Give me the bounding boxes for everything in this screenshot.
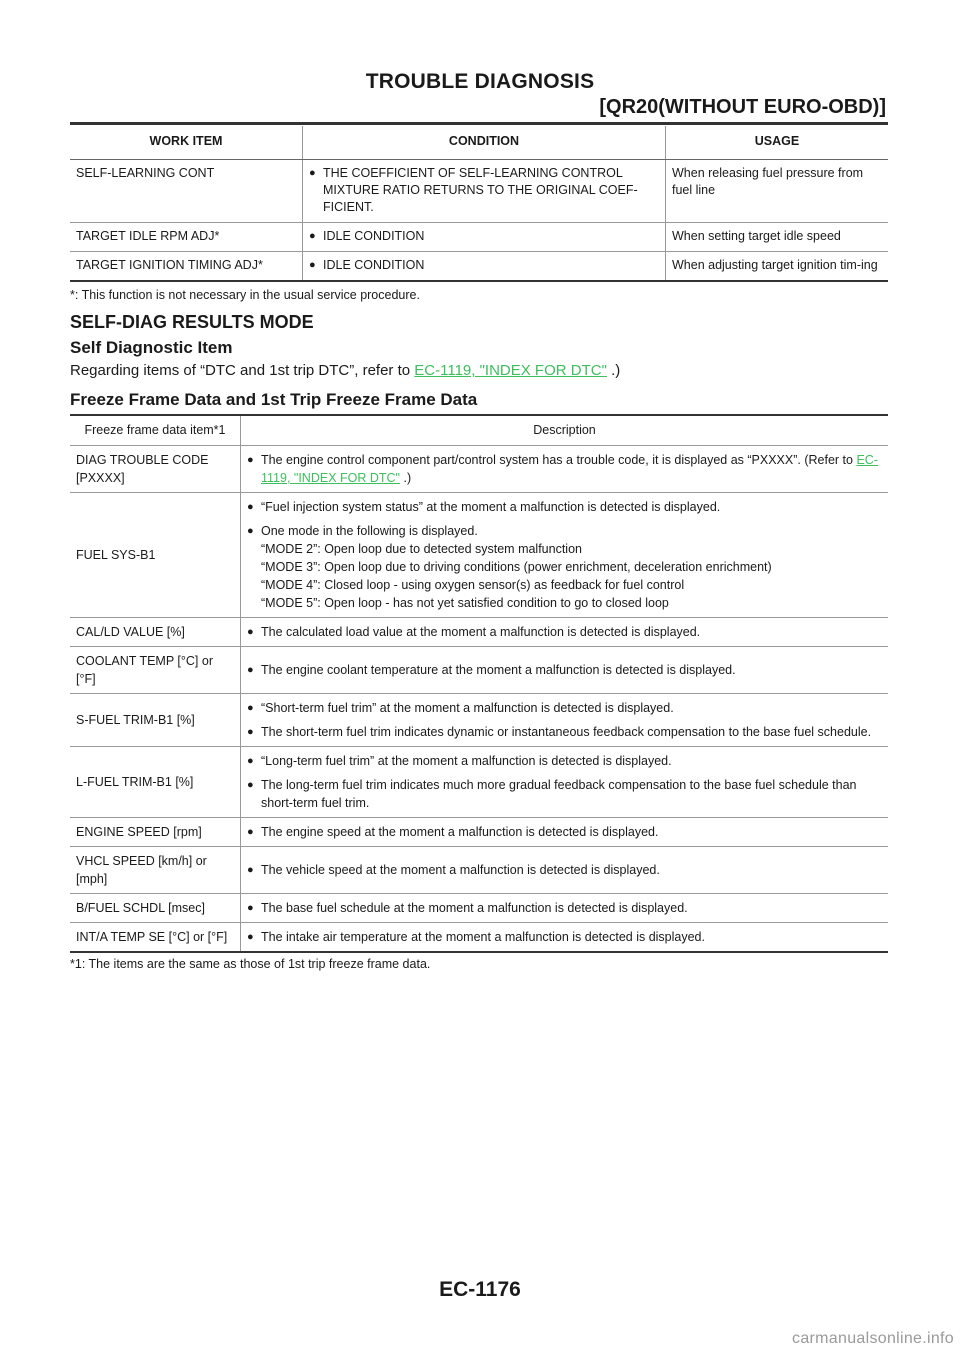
- table-row: [70, 160, 888, 223]
- usage-cell: When adjusting target ignition tim-ing: [666, 252, 889, 282]
- bullet-text: The short-term fuel trim indicates dynamic or instantaneous feedback compensation to the base fuel schedule.: [261, 725, 872, 739]
- bullet-item: [247, 776, 882, 812]
- condition-cell: [303, 160, 666, 223]
- table-row: [70, 694, 888, 747]
- bullet-text: The intake air temperature at the moment a malfunction is detected is displayed.: [261, 930, 705, 944]
- subheading-freeze-frame: Freeze Frame Data and 1st Trip Freeze Frame Data: [70, 390, 478, 409]
- bullet-item: [247, 752, 882, 770]
- freeze-frame-rows: [70, 446, 888, 953]
- page-subtitle: [QR20(WITHOUT EURO-OBD)]: [599, 96, 886, 118]
- work-item-cell: TARGET IGNITION TIMING ADJ*: [70, 252, 303, 282]
- table-row: [70, 493, 888, 618]
- table-row: [70, 747, 888, 818]
- column-header-work-item: WORK ITEM: [70, 126, 303, 160]
- page-number: EC-1176: [439, 1278, 521, 1301]
- freeze-frame-item-cell: INT/A TEMP SE [°C] or [°F]: [70, 923, 241, 953]
- usage-cell: When setting target idle speed: [666, 223, 889, 252]
- description-cell: [241, 618, 889, 647]
- xref-link-index-for-dtc[interactable]: EC-1119, "INDEX FOR DTC": [261, 453, 878, 485]
- self-diag-paragraph: [70, 362, 620, 379]
- bullet-text: The base fuel schedule at the moment a malfunction is detected is displayed.: [261, 901, 688, 915]
- work-table-header-row: [70, 126, 888, 160]
- description-cell: [241, 923, 889, 953]
- work-item-cell: TARGET IDLE RPM ADJ*: [70, 223, 303, 252]
- paragraph-suffix: .): [606, 362, 621, 379]
- bullet-item: [247, 899, 882, 917]
- table-row: [70, 618, 888, 647]
- table-row: [70, 252, 888, 282]
- description-cell: [241, 647, 889, 694]
- paragraph-text: Regarding items of “DTC and 1st trip DTC”, refer to: [70, 362, 415, 379]
- watermark: carmanualsonline.info: [792, 1330, 954, 1347]
- description-cell: [241, 446, 889, 493]
- bullet-item: [247, 861, 882, 879]
- page-title: TROUBLE DIAGNOSIS: [365, 70, 595, 93]
- bullet-item: [247, 723, 882, 741]
- freeze-frame-item-cell: DIAG TROUBLE CODE [PXXXX]: [70, 446, 241, 493]
- freeze-frame-table: [70, 416, 888, 953]
- link-suffix: .): [400, 471, 412, 485]
- bullet-item: [247, 823, 882, 841]
- freeze-frame-item-cell: FUEL SYS-B1: [70, 493, 241, 618]
- condition-cell: [303, 252, 666, 282]
- column-header-freeze-frame-item: Freeze frame data item*1: [70, 416, 241, 446]
- column-header-description: Description: [241, 416, 889, 446]
- bullet-text: “Fuel injection system status” at the moment a malfunction is detected is displayed.: [261, 500, 721, 514]
- title-rule: [70, 122, 888, 125]
- bullet-item: [247, 699, 882, 717]
- description-cell: [241, 493, 889, 618]
- table-row: [70, 647, 888, 694]
- freeze-frame-item-cell: L-FUEL TRIM-B1 [%]: [70, 747, 241, 818]
- xref-link-index-for-dtc[interactable]: EC-1119, "INDEX FOR DTC": [414, 362, 607, 379]
- bullet-text: The engine speed at the moment a malfunction is detected is displayed.: [261, 825, 659, 839]
- bullet-item: [247, 661, 882, 679]
- work-table-footnote: *: This function is not necessary in the usual service procedure.: [70, 288, 420, 302]
- bullet-text: The long-term fuel trim indicates much more gradual feedback compensation to the base fuel schedule than short-term fuel trim.: [261, 778, 857, 810]
- bullet-item: [247, 522, 882, 612]
- column-header-condition: CONDITION: [303, 126, 666, 160]
- description-cell: [241, 847, 889, 894]
- bullet-text: The engine coolant temperature at the moment a malfunction is detected is displayed.: [261, 663, 736, 677]
- bullet-text: The vehicle speed at the moment a malfunction is detected is displayed.: [261, 863, 660, 877]
- table-row: [70, 223, 888, 252]
- bullet-item: [247, 498, 882, 516]
- condition-cell: [303, 223, 666, 252]
- freeze-frame-item-cell: COOLANT TEMP [°C] or [°F]: [70, 647, 241, 694]
- bullet-text: The calculated load value at the moment a malfunction is detected is displayed.: [261, 625, 701, 639]
- description-cell: [241, 747, 889, 818]
- description-cell: [241, 894, 889, 923]
- description-cell: [241, 818, 889, 847]
- ff-table-header-row: [70, 416, 888, 446]
- description-cell: [241, 694, 889, 747]
- table-row: [70, 446, 888, 493]
- bullet-item: [247, 451, 882, 487]
- bullet-text: “Long-term fuel trim” at the moment a malfunction is detected is displayed.: [261, 754, 672, 768]
- bullet-text: “Short-term fuel trim” at the moment a malfunction is detected is displayed.: [261, 701, 674, 715]
- bullet-text: The engine control component part/control system has a trouble code, it is displayed as “PXXXX”. (Refer to: [261, 453, 857, 467]
- table-row: [70, 923, 888, 953]
- bullet-item: [247, 623, 882, 641]
- table-row: [70, 894, 888, 923]
- freeze-frame-item-cell: S-FUEL TRIM-B1 [%]: [70, 694, 241, 747]
- bullet-text: ● THE COEFFICIENT OF SELF-LEARNING CONTROL MIXTURE RATIO RETURNS TO THE ORIGINAL COEF-FICIENT.: [309, 165, 659, 216]
- subheading-self-diagnostic-item: Self Diagnostic Item: [70, 338, 233, 357]
- bullet-text: ● IDLE CONDITION: [309, 257, 659, 274]
- freeze-frame-item-cell: ENGINE SPEED [rpm]: [70, 818, 241, 847]
- bullet-text: ● IDLE CONDITION: [309, 228, 659, 245]
- column-header-usage: USAGE: [666, 126, 889, 160]
- table-row: [70, 847, 888, 894]
- table-row: [70, 818, 888, 847]
- work-item-table: [70, 126, 888, 282]
- section-heading-self-diag: SELF-DIAG RESULTS MODE: [70, 312, 314, 332]
- freeze-frame-item-cell: CAL/LD VALUE [%]: [70, 618, 241, 647]
- bullet-text: One mode in the following is displayed. “MODE 2”: Open loop due to detected system malfunction “MODE 3”: Open loop due to driving conditions (power enrichment, deceleration enrichment) “MODE 4”: Closed loop - using oxygen sensor(s) as feedback for fuel control “MODE 5”: Open loop - has not yet satisfied condition to go to closed loop: [261, 524, 772, 610]
- work-item-cell: SELF-LEARNING CONT: [70, 160, 303, 223]
- freeze-frame-item-cell: B/FUEL SCHDL [msec]: [70, 894, 241, 923]
- usage-cell: When releasing fuel pressure from fuel line: [666, 160, 889, 223]
- bullet-item: [247, 928, 882, 946]
- freeze-frame-item-cell: VHCL SPEED [km/h] or [mph]: [70, 847, 241, 894]
- freeze-frame-footnote: *1: The items are the same as those of 1st trip freeze frame data.: [70, 957, 431, 971]
